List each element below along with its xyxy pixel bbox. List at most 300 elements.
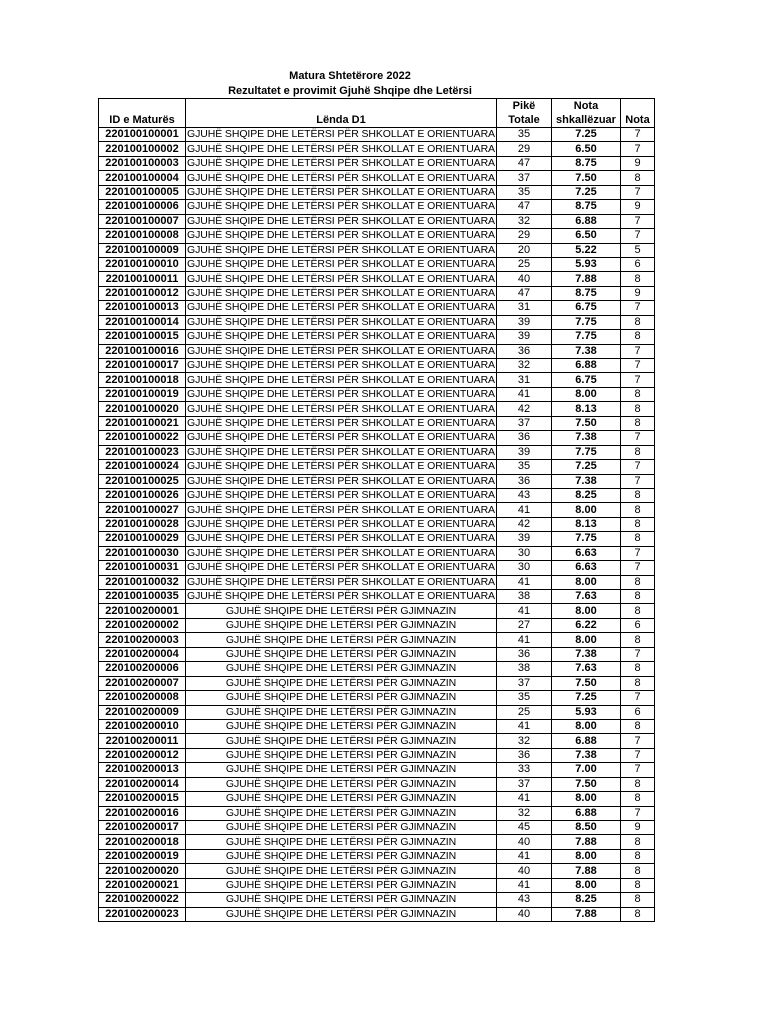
cell-grade: 8: [621, 719, 655, 733]
cell-subject: GJUHË SHQIPE DHE LETËRSI PËR GJIMNAZIN: [186, 719, 497, 733]
cell-id: 220100100001: [99, 128, 186, 142]
cell-subject: GJUHË SHQIPE DHE LETËRSI PËR GJIMNAZIN: [186, 878, 497, 892]
cell-id: 220100100027: [99, 503, 186, 517]
table-row: [99, 878, 655, 892]
cell-grade: 8: [621, 445, 655, 459]
cell-scaled: 6.75: [552, 301, 621, 315]
cell-points: 36: [497, 344, 552, 358]
cell-scaled: 8.75: [552, 286, 621, 300]
cell-grade: 6: [621, 618, 655, 632]
cell-points: 38: [497, 662, 552, 676]
cell-id: 220100200011: [99, 734, 186, 748]
cell-id: 220100100017: [99, 359, 186, 373]
cell-subject: GJUHË SHQIPE DHE LETËRSI PËR GJIMNAZIN: [186, 792, 497, 806]
cell-grade: 8: [621, 907, 655, 921]
cell-subject: GJUHË SHQIPE DHE LETËRSI PËR GJIMNAZIN: [186, 907, 497, 921]
table-row: [99, 792, 655, 806]
cell-id: 220100100014: [99, 315, 186, 329]
cell-subject: GJUHË SHQIPE DHE LETËRSI PËR GJIMNAZIN: [186, 618, 497, 632]
cell-subject: GJUHË SHQIPE DHE LETËRSI PËR GJIMNAZIN: [186, 705, 497, 719]
cell-scaled: 8.00: [552, 792, 621, 806]
cell-scaled: 7.38: [552, 474, 621, 488]
cell-subject: GJUHË SHQIPE DHE LETËRSI PËR SHKOLLAT E ORIENTUARA: [187, 460, 495, 473]
header-subject: Lënda D1: [186, 99, 497, 128]
cell-scaled: 8.13: [552, 402, 621, 416]
table-row: [99, 344, 655, 358]
table-row: [99, 604, 655, 618]
cell-points: 37: [497, 676, 552, 690]
cell-id: 220100100028: [99, 517, 186, 531]
results-table: [98, 98, 655, 922]
cell-subject: GJUHË SHQIPE DHE LETËRSI PËR GJIMNAZIN: [186, 662, 497, 676]
cell-subject: GJUHË SHQIPE DHE LETËRSI PËR SHKOLLAT E ORIENTUARA: [187, 258, 495, 271]
cell-grade: 7: [621, 373, 655, 387]
cell-subject: GJUHË SHQIPE DHE LETËRSI PËR SHKOLLAT E ORIENTUARA: [187, 330, 495, 343]
cell-subject: GJUHË SHQIPE DHE LETËRSI PËR SHKOLLAT E ORIENTUARA: [187, 287, 495, 300]
table-row: [99, 517, 655, 531]
cell-points: 25: [497, 705, 552, 719]
table-row: [99, 719, 655, 733]
cell-scaled: 5.93: [552, 705, 621, 719]
table-row: [99, 763, 655, 777]
table-row: [99, 893, 655, 907]
cell-points: 43: [497, 488, 552, 502]
cell-points: 41: [497, 849, 552, 863]
cell-id: 220100100023: [99, 445, 186, 459]
cell-grade: 7: [621, 460, 655, 474]
cell-points: 32: [497, 214, 552, 228]
cell-subject: GJUHË SHQIPE DHE LETËRSI PËR SHKOLLAT E ORIENTUARA: [187, 243, 495, 256]
cell-scaled: 6.88: [552, 214, 621, 228]
cell-id: 220100100005: [99, 185, 186, 199]
table-row: [99, 416, 655, 430]
cell-grade: 8: [621, 777, 655, 791]
cell-scaled: 7.25: [552, 691, 621, 705]
cell-scaled: 8.50: [552, 821, 621, 835]
cell-id: 220100200018: [99, 835, 186, 849]
cell-id: 220100100003: [99, 156, 186, 170]
cell-points: 41: [497, 604, 552, 618]
cell-subject: GJUHË SHQIPE DHE LETËRSI PËR SHKOLLAT E ORIENTUARA: [187, 532, 495, 545]
cell-subject: GJUHË SHQIPE DHE LETËRSI PËR SHKOLLAT E ORIENTUARA: [187, 359, 495, 372]
document-title: Matura Shtetërore 2022: [289, 70, 411, 82]
table-row: [99, 575, 655, 589]
cell-points: 41: [497, 387, 552, 401]
cell-scaled: 8.00: [552, 878, 621, 892]
cell-grade: 7: [621, 561, 655, 575]
table-row: [99, 128, 655, 142]
cell-grade: 8: [621, 330, 655, 344]
cell-grade: 8: [621, 878, 655, 892]
cell-points: 39: [497, 445, 552, 459]
cell-subject: GJUHË SHQIPE DHE LETËRSI PËR GJIMNAZIN: [186, 806, 497, 820]
cell-subject: GJUHË SHQIPE DHE LETËRSI PËR SHKOLLAT E ORIENTUARA: [187, 214, 495, 227]
cell-points: 35: [497, 691, 552, 705]
table-row: [99, 373, 655, 387]
cell-id: 220100100015: [99, 330, 186, 344]
cell-grade: 8: [621, 488, 655, 502]
cell-points: 36: [497, 431, 552, 445]
cell-id: 220100100022: [99, 431, 186, 445]
cell-subject: GJUHË SHQIPE DHE LETËRSI PËR SHKOLLAT E ORIENTUARA: [187, 402, 495, 415]
cell-id: 220100200019: [99, 849, 186, 863]
cell-subject: GJUHË SHQIPE DHE LETËRSI PËR SHKOLLAT E ORIENTUARA: [187, 561, 495, 574]
cell-scaled: 8.00: [552, 387, 621, 401]
table-row: [99, 142, 655, 156]
cell-points: 42: [497, 402, 552, 416]
cell-scaled: 8.00: [552, 849, 621, 863]
cell-grade: 8: [621, 402, 655, 416]
cell-subject: GJUHË SHQIPE DHE LETËRSI PËR GJIMNAZIN: [186, 633, 497, 647]
table-row: [99, 647, 655, 661]
cell-points: 47: [497, 286, 552, 300]
cell-id: 220100200014: [99, 777, 186, 791]
cell-grade: 8: [621, 792, 655, 806]
cell-subject: GJUHË SHQIPE DHE LETËRSI PËR SHKOLLAT E ORIENTUARA: [187, 315, 495, 328]
cell-scaled: 7.50: [552, 777, 621, 791]
cell-subject: GJUHË SHQIPE DHE LETËRSI PËR GJIMNAZIN: [186, 691, 497, 705]
cell-id: 220100200017: [99, 821, 186, 835]
cell-scaled: 6.22: [552, 618, 621, 632]
cell-points: 32: [497, 359, 552, 373]
cell-points: 38: [497, 590, 552, 604]
header-grade: Nota: [621, 99, 655, 128]
document-subtitle: Rezultatet e provimit Gjuhë Shqipe dhe Letërsi: [228, 85, 472, 97]
cell-points: 41: [497, 503, 552, 517]
cell-id: 220100200001: [99, 604, 186, 618]
cell-grade: 7: [621, 763, 655, 777]
cell-scaled: 7.25: [552, 128, 621, 142]
cell-grade: 9: [621, 821, 655, 835]
cell-grade: 7: [621, 229, 655, 243]
cell-grade: 8: [621, 633, 655, 647]
table-row: [99, 821, 655, 835]
cell-grade: 7: [621, 691, 655, 705]
header-points: Pikë Totale: [497, 99, 552, 128]
table-row: [99, 431, 655, 445]
cell-points: 39: [497, 330, 552, 344]
cell-grade: 7: [621, 344, 655, 358]
cell-scaled: 8.75: [552, 200, 621, 214]
cell-scaled: 6.50: [552, 229, 621, 243]
cell-points: 40: [497, 835, 552, 849]
table-row: [99, 561, 655, 575]
cell-id: 220100100018: [99, 373, 186, 387]
cell-grade: 7: [621, 128, 655, 142]
cell-scaled: 7.00: [552, 763, 621, 777]
table-row: [99, 590, 655, 604]
cell-grade: 8: [621, 575, 655, 589]
table-row: [99, 156, 655, 170]
table-row: [99, 777, 655, 791]
cell-points: 35: [497, 128, 552, 142]
cell-points: 42: [497, 517, 552, 531]
cell-points: 37: [497, 416, 552, 430]
cell-subject: GJUHË SHQIPE DHE LETËRSI PËR SHKOLLAT E ORIENTUARA: [187, 518, 495, 531]
cell-points: 47: [497, 156, 552, 170]
cell-grade: 8: [621, 893, 655, 907]
cell-points: 36: [497, 748, 552, 762]
cell-scaled: 7.88: [552, 864, 621, 878]
cell-subject: GJUHË SHQIPE DHE LETËRSI PËR SHKOLLAT E ORIENTUARA: [187, 373, 495, 386]
cell-scaled: 6.63: [552, 561, 621, 575]
cell-subject: GJUHË SHQIPE DHE LETËRSI PËR SHKOLLAT E ORIENTUARA: [187, 142, 495, 155]
table-header-row: [99, 99, 655, 128]
cell-id: 220100100026: [99, 488, 186, 502]
table-row: [99, 748, 655, 762]
cell-subject: GJUHË SHQIPE DHE LETËRSI PËR SHKOLLAT E ORIENTUARA: [187, 229, 495, 242]
cell-points: 25: [497, 257, 552, 271]
cell-id: 220100100019: [99, 387, 186, 401]
cell-subject: GJUHË SHQIPE DHE LETËRSI PËR SHKOLLAT E ORIENTUARA: [187, 388, 495, 401]
cell-subject: GJUHË SHQIPE DHE LETËRSI PËR GJIMNAZIN: [186, 748, 497, 762]
table-body: [99, 128, 655, 922]
cell-id: 220100100035: [99, 590, 186, 604]
cell-id: 220100200003: [99, 633, 186, 647]
cell-id: 220100200012: [99, 748, 186, 762]
cell-subject: GJUHË SHQIPE DHE LETËRSI PËR GJIMNAZIN: [186, 849, 497, 863]
cell-subject: GJUHË SHQIPE DHE LETËRSI PËR SHKOLLAT E ORIENTUARA: [187, 445, 495, 458]
cell-scaled: 8.00: [552, 633, 621, 647]
cell-scaled: 5.93: [552, 257, 621, 271]
cell-scaled: 7.88: [552, 907, 621, 921]
cell-scaled: 8.00: [552, 503, 621, 517]
cell-scaled: 7.25: [552, 185, 621, 199]
cell-scaled: 7.75: [552, 315, 621, 329]
cell-grade: 8: [621, 676, 655, 690]
cell-id: 220100200023: [99, 907, 186, 921]
cell-scaled: 8.00: [552, 604, 621, 618]
cell-grade: 7: [621, 142, 655, 156]
cell-points: 45: [497, 821, 552, 835]
table-row: [99, 402, 655, 416]
cell-grade: 7: [621, 431, 655, 445]
cell-id: 220100200009: [99, 705, 186, 719]
cell-points: 29: [497, 229, 552, 243]
cell-id: 220100100030: [99, 546, 186, 560]
cell-points: 35: [497, 460, 552, 474]
cell-grade: 7: [621, 546, 655, 560]
cell-grade: 6: [621, 257, 655, 271]
cell-grade: 6: [621, 705, 655, 719]
table-row: [99, 185, 655, 199]
table-row: [99, 864, 655, 878]
cell-points: 31: [497, 373, 552, 387]
cell-grade: 7: [621, 214, 655, 228]
table-row: [99, 272, 655, 286]
cell-points: 36: [497, 474, 552, 488]
cell-subject: GJUHË SHQIPE DHE LETËRSI PËR SHKOLLAT E ORIENTUARA: [187, 474, 495, 487]
cell-grade: 8: [621, 272, 655, 286]
cell-points: 37: [497, 171, 552, 185]
cell-points: 29: [497, 142, 552, 156]
cell-scaled: 8.25: [552, 488, 621, 502]
cell-id: 220100100007: [99, 214, 186, 228]
cell-points: 39: [497, 532, 552, 546]
cell-grade: 8: [621, 662, 655, 676]
cell-subject: GJUHË SHQIPE DHE LETËRSI PËR SHKOLLAT E ORIENTUARA: [187, 185, 495, 198]
header-scaled: Nota shkallëzuar: [552, 99, 621, 128]
cell-subject: GJUHË SHQIPE DHE LETËRSI PËR SHKOLLAT E ORIENTUARA: [187, 171, 495, 184]
cell-subject: GJUHË SHQIPE DHE LETËRSI PËR SHKOLLAT E ORIENTUARA: [187, 344, 495, 357]
cell-subject: GJUHË SHQIPE DHE LETËRSI PËR GJIMNAZIN: [186, 676, 497, 690]
cell-grade: 8: [621, 517, 655, 531]
table-row: [99, 618, 655, 632]
cell-id: 220100100029: [99, 532, 186, 546]
cell-scaled: 7.50: [552, 676, 621, 690]
cell-scaled: 7.50: [552, 416, 621, 430]
cell-scaled: 7.75: [552, 532, 621, 546]
cell-grade: 8: [621, 315, 655, 329]
cell-scaled: 7.25: [552, 460, 621, 474]
table-row: [99, 214, 655, 228]
cell-points: 31: [497, 301, 552, 315]
cell-scaled: 6.63: [552, 546, 621, 560]
cell-points: 33: [497, 763, 552, 777]
cell-grade: 8: [621, 416, 655, 430]
table-row: [99, 532, 655, 546]
table-row: [99, 171, 655, 185]
cell-points: 47: [497, 200, 552, 214]
cell-points: 30: [497, 561, 552, 575]
table-row: [99, 460, 655, 474]
cell-scaled: 6.75: [552, 373, 621, 387]
cell-id: 220100100012: [99, 286, 186, 300]
cell-points: 41: [497, 792, 552, 806]
cell-scaled: 5.22: [552, 243, 621, 257]
cell-points: 20: [497, 243, 552, 257]
cell-subject: GJUHË SHQIPE DHE LETËRSI PËR SHKOLLAT E ORIENTUARA: [187, 590, 495, 603]
cell-points: 32: [497, 734, 552, 748]
cell-subject: GJUHË SHQIPE DHE LETËRSI PËR SHKOLLAT E ORIENTUARA: [187, 416, 495, 429]
table-row: [99, 907, 655, 921]
table-row: [99, 488, 655, 502]
cell-subject: GJUHË SHQIPE DHE LETËRSI PËR SHKOLLAT E ORIENTUARA: [187, 272, 495, 285]
cell-grade: 7: [621, 359, 655, 373]
cell-grade: 7: [621, 734, 655, 748]
cell-id: 220100100024: [99, 460, 186, 474]
cell-points: 27: [497, 618, 552, 632]
cell-points: 40: [497, 864, 552, 878]
cell-subject: GJUHË SHQIPE DHE LETËRSI PËR GJIMNAZIN: [186, 821, 497, 835]
cell-id: 220100200021: [99, 878, 186, 892]
cell-subject: GJUHË SHQIPE DHE LETËRSI PËR GJIMNAZIN: [186, 763, 497, 777]
cell-id: 220100100002: [99, 142, 186, 156]
cell-points: 41: [497, 633, 552, 647]
cell-grade: 8: [621, 503, 655, 517]
cell-id: 220100100025: [99, 474, 186, 488]
cell-scaled: 6.88: [552, 359, 621, 373]
table-row: [99, 445, 655, 459]
cell-grade: 8: [621, 387, 655, 401]
cell-id: 220100100011: [99, 272, 186, 286]
cell-scaled: 7.75: [552, 330, 621, 344]
cell-scaled: 7.38: [552, 344, 621, 358]
cell-grade: 9: [621, 200, 655, 214]
cell-scaled: 6.88: [552, 734, 621, 748]
table-row: [99, 387, 655, 401]
cell-id: 220100200022: [99, 893, 186, 907]
cell-subject: GJUHË SHQIPE DHE LETËRSI PËR GJIMNAZIN: [186, 835, 497, 849]
table-row: [99, 200, 655, 214]
cell-id: 220100200013: [99, 763, 186, 777]
table-row: [99, 676, 655, 690]
cell-subject: GJUHË SHQIPE DHE LETËRSI PËR GJIMNAZIN: [186, 864, 497, 878]
cell-scaled: 8.00: [552, 719, 621, 733]
cell-grade: 8: [621, 849, 655, 863]
cell-id: 220100200008: [99, 691, 186, 705]
cell-scaled: 6.88: [552, 806, 621, 820]
cell-id: 220100200010: [99, 719, 186, 733]
cell-id: 220100100006: [99, 200, 186, 214]
cell-subject: GJUHË SHQIPE DHE LETËRSI PËR GJIMNAZIN: [186, 604, 497, 618]
table-row: [99, 546, 655, 560]
cell-scaled: 8.13: [552, 517, 621, 531]
cell-points: 40: [497, 272, 552, 286]
cell-points: 41: [497, 575, 552, 589]
table-row: [99, 705, 655, 719]
cell-subject: GJUHË SHQIPE DHE LETËRSI PËR GJIMNAZIN: [186, 777, 497, 791]
cell-id: 220100200016: [99, 806, 186, 820]
cell-id: 220100200007: [99, 676, 186, 690]
cell-grade: 5: [621, 243, 655, 257]
cell-id: 220100100009: [99, 243, 186, 257]
cell-id: 220100100031: [99, 561, 186, 575]
table-row: [99, 734, 655, 748]
cell-points: 40: [497, 907, 552, 921]
cell-id: 220100200004: [99, 647, 186, 661]
table-row: [99, 301, 655, 315]
cell-scaled: 8.75: [552, 156, 621, 170]
cell-id: 220100100021: [99, 416, 186, 430]
cell-points: 41: [497, 878, 552, 892]
cell-subject: GJUHË SHQIPE DHE LETËRSI PËR SHKOLLAT E ORIENTUARA: [187, 200, 495, 213]
cell-subject: GJUHË SHQIPE DHE LETËRSI PËR SHKOLLAT E ORIENTUARA: [187, 157, 495, 170]
cell-grade: 8: [621, 864, 655, 878]
cell-scaled: 7.75: [552, 445, 621, 459]
table-row: [99, 474, 655, 488]
table-row: [99, 835, 655, 849]
cell-grade: 8: [621, 604, 655, 618]
cell-id: 220100200002: [99, 618, 186, 632]
table-row: [99, 849, 655, 863]
cell-grade: 8: [621, 171, 655, 185]
table-row: [99, 359, 655, 373]
cell-id: 220100100010: [99, 257, 186, 271]
table-row: [99, 243, 655, 257]
cell-id: 220100100004: [99, 171, 186, 185]
cell-subject: GJUHË SHQIPE DHE LETËRSI PËR GJIMNAZIN: [186, 647, 497, 661]
cell-grade: 8: [621, 835, 655, 849]
cell-scaled: 7.38: [552, 647, 621, 661]
cell-points: 43: [497, 893, 552, 907]
cell-points: 39: [497, 315, 552, 329]
cell-scaled: 7.50: [552, 171, 621, 185]
cell-subject: GJUHË SHQIPE DHE LETËRSI PËR SHKOLLAT E ORIENTUARA: [187, 546, 495, 559]
cell-scaled: 7.63: [552, 662, 621, 676]
cell-grade: 7: [621, 185, 655, 199]
cell-points: 41: [497, 719, 552, 733]
cell-scaled: 7.38: [552, 748, 621, 762]
cell-scaled: 7.38: [552, 431, 621, 445]
table-row: [99, 286, 655, 300]
cell-scaled: 7.63: [552, 590, 621, 604]
table-row: [99, 503, 655, 517]
cell-scaled: 8.00: [552, 575, 621, 589]
cell-subject: GJUHË SHQIPE DHE LETËRSI PËR SHKOLLAT E ORIENTUARA: [187, 301, 495, 314]
cell-points: 30: [497, 546, 552, 560]
cell-grade: 8: [621, 590, 655, 604]
